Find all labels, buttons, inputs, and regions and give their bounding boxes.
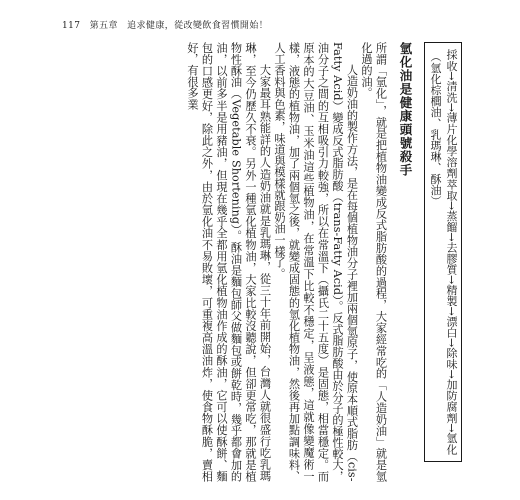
running-header	[62, 18, 268, 32]
paragraph-2: 人造奶油的製作方法，是在每個植物油分子裡加兩個氫原子，使原本順式脂肪（cis-Fatty Acid）變成反式脂肪酸（trans-Fatty Acid）。反式脂肪酸由於分子的極性較大，油分子之間的互相吸引力較強，所以在常溫下（攝氏二十五度）是固態，相當穩定。而原本的大豆油、玉米油這些植物油，在常溫下比較不穩定，呈液態，這就像變魔術一樣，液態的植物油，加了兩個氫之後，就變成固態的氫化植物油，然後再加點調味料、人工香料與色素，味道與模樣就跟奶油一樣了。	[273, 42, 359, 482]
vertical-text-body	[100, 42, 466, 482]
process-box	[424, 42, 462, 462]
process-products-text: （氫化棕櫚油、乳瑪琳、酥油）	[429, 51, 442, 207]
page-number: 117	[62, 21, 81, 31]
section-heading: 氫化油是健康頭號殺手	[398, 42, 413, 177]
process-flow-text: 採收→清洗→薄片化學溶劑萃取→蒸餾→去膠質→精製→漂白→除味→加防腐劑→氫化	[445, 49, 458, 455]
chapter-label: 第五章	[89, 21, 118, 31]
chapter-title: 追求健康，從改變飲食習慣開始！	[127, 21, 269, 31]
paragraph-3: 大家最耳熟能詳的人造奶油就是乳瑪琳，從三十年前開始，台灣人就很盛行吃乳瑪琳，至今仍歷久不衰。另外一種氫化植物油，大家比較沒聽說，但卻更常吃，那就是植物性酥油（Vegetable Shortening）。酥油是麵包師父做麵包或餅乾時，幾乎都會加的油，以前多半是用豬油，但現在幾乎全都用氫化植物油作成的酥油，它可以使酥餅、麵包的口感更好，除此之外，由於氫化油不易敗壞，可重複高溫油炸，使食物酥脆，賣相好，有很多業	[186, 42, 272, 482]
paragraph-1: 所謂「氫化」，就是把植物油變成反式脂肪酸的過程，大家經常吃的「人造奶油」就是氫化過的油。	[360, 42, 388, 482]
